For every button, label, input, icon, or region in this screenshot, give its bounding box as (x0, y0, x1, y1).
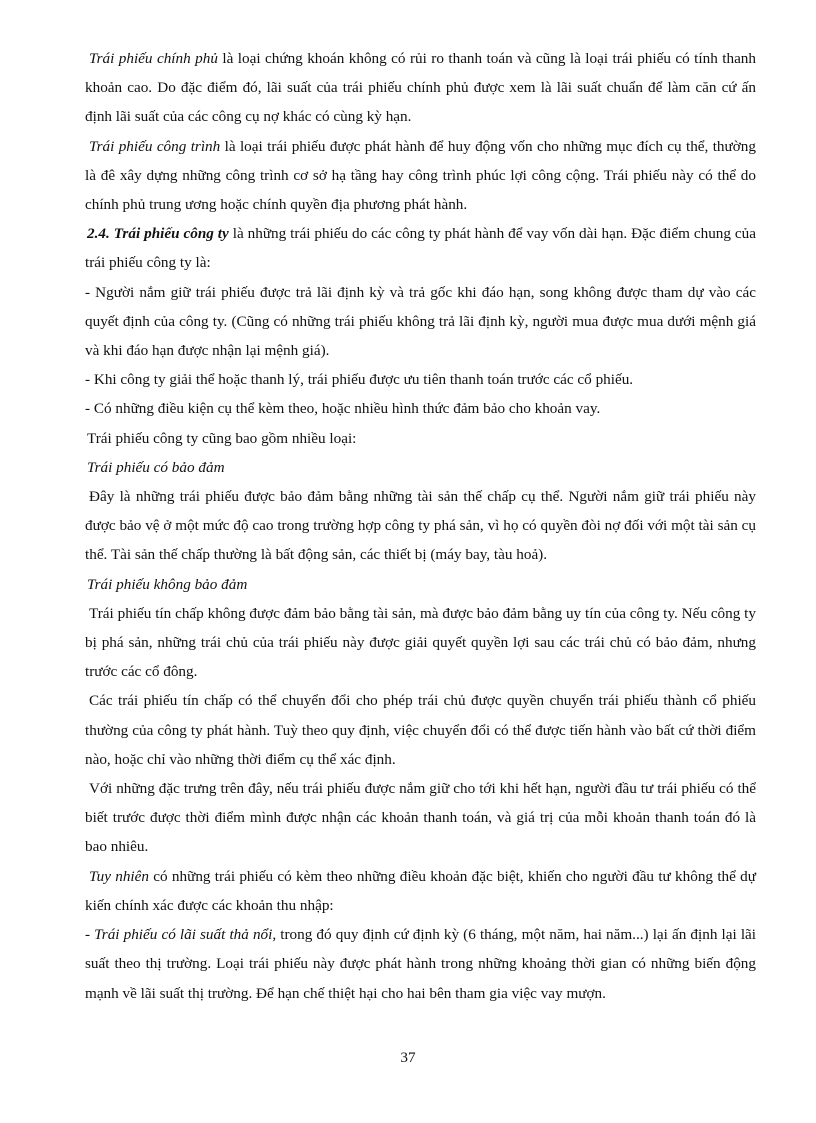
bullet-item: - Người nắm giữ trái phiếu được trả lãi định kỳ và trả gốc khi đáo hạn, song không được tham dự vào các quyết định của công ty. (Cũng có những trái phiếu không trả lãi định kỳ, người mua được mua dưới mệnh giá và khi đáo hạn được nhận lại mệnh giá). (85, 283, 756, 360)
paragraph-types-intro: Trái phiếu công ty cũng bao gồm nhiều loại: (87, 429, 357, 447)
paragraph-project-bond (85, 132, 756, 220)
term-however: Tuy nhiên (89, 867, 149, 885)
bullet-dash: - (85, 926, 95, 944)
paragraph-convertible-bond: Các trái phiếu tín chấp có thể chuyển đổi cho phép trái chủ được quyền chuyển trái phiếu thành cổ phiếu thường của công ty phát hành. Tuỳ theo quy định, việc chuyển đổi có thể được tiến hành vào bất cứ thời điểm nào, hoặc chỉ vào những thời điểm cụ thể xác định. (85, 692, 756, 768)
paragraph-bond-features: Với những đặc trưng trên đây, nếu trái phiếu được nắm giữ cho tới khi hết hạn, người đầu tư trái phiếu có thể biết trước được thời điểm mình được nhận các khoản thanh toán, và giá trị của mỗi khoản thanh toán đó là bao nhiêu. (85, 780, 756, 856)
section-heading-corporate-bond: 2.4. Trái phiếu công ty (87, 225, 229, 243)
paragraph-however (85, 862, 756, 920)
paragraph-government-bond (85, 44, 756, 132)
document-page (85, 44, 756, 1008)
however-text: có những trái phiếu có kèm theo những điều khoản đặc biệt, khiến cho người đầu tư không thể dự kiến chính xác được các khoản thu nhập: (85, 867, 756, 914)
paragraph-unsecured-bond: Trái phiếu tín chấp không được đảm bảo bằng tài sản, mà được bảo đảm bằng uy tín của công ty. Nếu công ty bị phá sản, những trái chủ của trái phiếu này được giải quyết quyền lợi sau các trái chủ có bảo đảm, nhưng trước các cổ đông. (85, 604, 756, 681)
floating-rate-text: , trong đó quy định cứ định kỳ (6 tháng, một năm, hai năm...) lại ấn định lại lãi suất theo thị trường. Loại trái phiếu này được phát hành trong những khoảng thời gian có những biến động mạnh về lãi suất thị trường. Để hạn chế thiệt hại cho hai bên tham gia việc vay mượn. (85, 926, 757, 1002)
project-bond-text: là loại trái phiếu được phát hành để huy động vốn cho những mục đích cụ thể, thường là đê xây dựng những công trình cơ sở hạ tầng hay công trình phúc lợi công cộng. Trái phiếu này có thể do chính phủ trung ương hoặc chính quyền địa phương phát hành. (85, 137, 756, 214)
bullet-floating-rate (85, 920, 756, 1008)
term-project-bond: Trái phiếu công trình (89, 137, 221, 155)
government-bond-text: là loại chứng khoán không có rủi ro thanh toán và cũng là loại trái phiếu có tính thanh khoản cao. Do đặc điểm đó, lãi suất của trái phiếu chính phủ được xem là lãi suất chuẩn để làm căn cứ ấn định lãi suất của các công cụ nợ khác có cùng kỳ hạn. (85, 50, 756, 126)
subheading-unsecured-bond: Trái phiếu không bảo đảm (87, 575, 248, 593)
bullet-item: - Có những điều kiện cụ thể kèm theo, hoặc nhiều hình thức đảm bảo cho khoản vay. (85, 400, 601, 418)
term-floating-rate-bond: Trái phiếu có lãi suất thả nổi (94, 926, 273, 944)
paragraph-corporate-bond (85, 219, 756, 277)
subheading-secured-bond: Trái phiếu có bảo đảm (87, 458, 225, 476)
bullet-item: - Khi công ty giải thể hoặc thanh lý, trái phiếu được ưu tiên thanh toán trước các cổ phiếu. (85, 371, 634, 389)
page-number: 37 (400, 1049, 416, 1066)
corporate-bond-text: là những trái phiếu do các công ty phát hành để vay vốn dài hạn. Đặc điểm chung của trái phiếu công ty là: (85, 225, 756, 272)
term-government-bond: Trái phiếu chính phủ (89, 50, 218, 67)
paragraph-secured-bond: Đây là những trái phiếu được bảo đảm bằng những tài sản thế chấp cụ thể. Người nắm giữ trái phiếu này được bảo vệ ở một mức độ cao trong trường hợp công ty phá sản, vì họ có quyền đòi nợ đối với một tài sản cụ thể. Tài sản thế chấp thường là bất động sản, các thiết bị (máy bay, tàu hoả). (85, 488, 756, 564)
